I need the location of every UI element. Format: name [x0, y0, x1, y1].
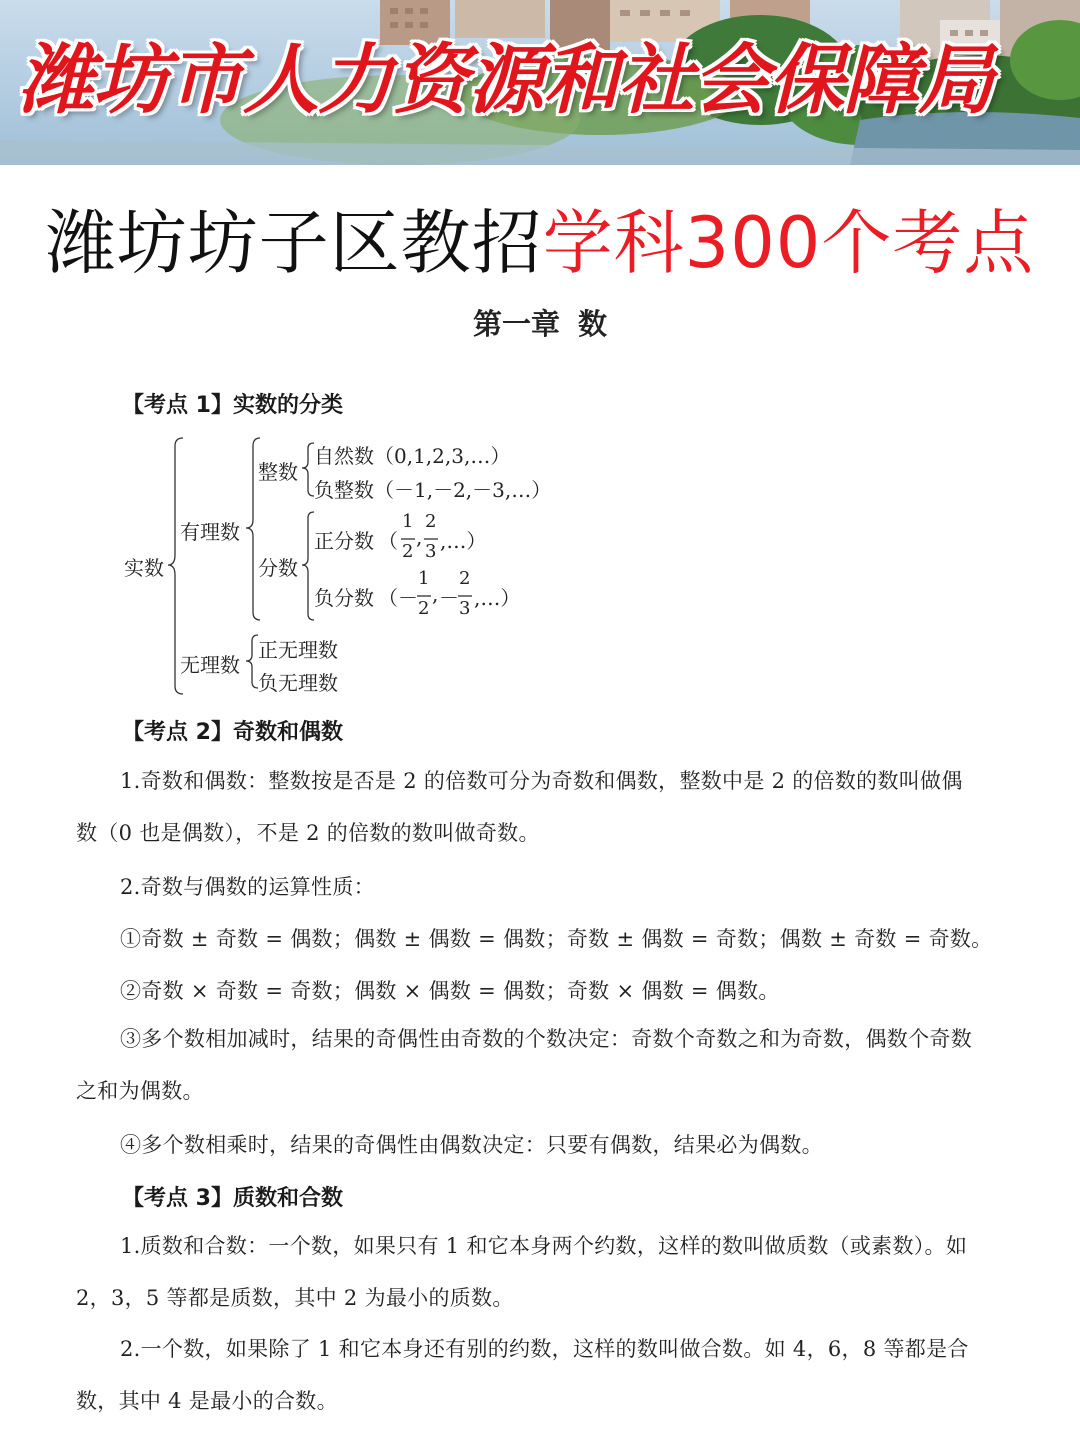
tree-neg-fraction: 负分数 [314, 586, 374, 610]
neg-frac-open: （ [378, 586, 398, 610]
neg-frac-minus-a: － [398, 586, 418, 610]
tree-neg-integer: 负整数（－1,－2,－3,…） [314, 478, 552, 502]
pos-frac-comma: , [416, 525, 423, 549]
kp3-paragraph-1: 1.质数和合数：一个数，如果只有 1 和它本身两个约数，这样的数叫做质数（或素数）。如 2，3，5 等都是质数，其中 2 为最小的质数。 [76, 1234, 968, 1310]
page-title-red: 学科300个考点 [542, 202, 1035, 284]
pos-frac-b-den: 3 [425, 541, 437, 562]
neg-frac-tail: ,…） [474, 586, 521, 610]
kp2-paragraph-1: 1.奇数和偶数：整数按是否是 2 的倍数可分为奇数和偶数，整数中是 2 的倍数的数叫做偶数（0 也是偶数），不是 2 的倍数的数叫做奇数。 [76, 769, 963, 845]
kp2-rule-3: ③多个数相加减时，结果的奇偶性由奇数的个数决定：奇数个奇数之和为奇数，偶数个奇数之和为偶数。 [76, 1027, 972, 1103]
neg-frac-b-den: 3 [459, 598, 471, 619]
tree-integer: 整数 [258, 460, 298, 484]
tree-natural: 自然数（0,1,2,3,…） [314, 444, 511, 468]
kp2-heading: 【考点 2】奇数和偶数 [122, 720, 343, 745]
tree-pos-fraction: 正分数 [314, 529, 374, 553]
pos-frac-b-num: 2 [425, 511, 437, 532]
real-number-classification-braces [0, 0, 1080, 720]
banner-title: 潍坊市人力资源和社会保障局 [18, 35, 993, 124]
tree-rational: 有理数 [180, 520, 240, 544]
neg-frac-comma: , [432, 582, 439, 606]
chapter-name: 数 [578, 307, 608, 341]
tree-pos-irrational: 正无理数 [258, 638, 338, 662]
pos-frac-a-den: 2 [402, 541, 414, 562]
kp1-heading: 【考点 1】实数的分类 [122, 393, 343, 418]
kp2-rule-1: ①奇数 ± 奇数 = 偶数；偶数 ± 偶数 = 偶数；奇数 ± 偶数 = 奇数；偶数 ± 奇数 = 奇数。 [120, 927, 993, 951]
neg-frac-a-den: 2 [418, 598, 430, 619]
neg-frac-a-num: 1 [418, 568, 430, 589]
kp2-rule-2: ②奇数 × 奇数 = 奇数；偶数 × 偶数 = 偶数；奇数 × 偶数 = 偶数。 [120, 979, 780, 1003]
pos-frac-tail: ,…） [440, 529, 487, 553]
kp2-rule-4: ④多个数相乘时，结果的奇偶性由偶数决定：只要有偶数，结果必为偶数。 [120, 1133, 823, 1157]
kp3-paragraph-2: 2.一个数，如果除了 1 和它本身还有别的约数，这样的数叫做合数。如 4，6，8 等都是合数，其中 4 是最小的合数。 [76, 1337, 969, 1413]
tree-fraction: 分数 [258, 556, 298, 580]
tree-neg-irrational: 负无理数 [258, 671, 338, 695]
tree-irrational: 无理数 [180, 653, 240, 677]
neg-frac-b-num: 2 [459, 568, 471, 589]
page-title-black: 潍坊坊子区教招 [45, 202, 543, 284]
pos-frac-a-num: 1 [402, 511, 414, 532]
kp3-heading: 【考点 3】质数和合数 [122, 1186, 343, 1211]
tree-root-real: 实数 [124, 556, 164, 580]
chapter-label: 第一章 [472, 307, 560, 341]
neg-frac-minus-b: － [439, 586, 459, 610]
kp2-paragraph-2: 2.奇数与偶数的运算性质： [120, 875, 375, 899]
pos-frac-open: （ [378, 529, 398, 553]
